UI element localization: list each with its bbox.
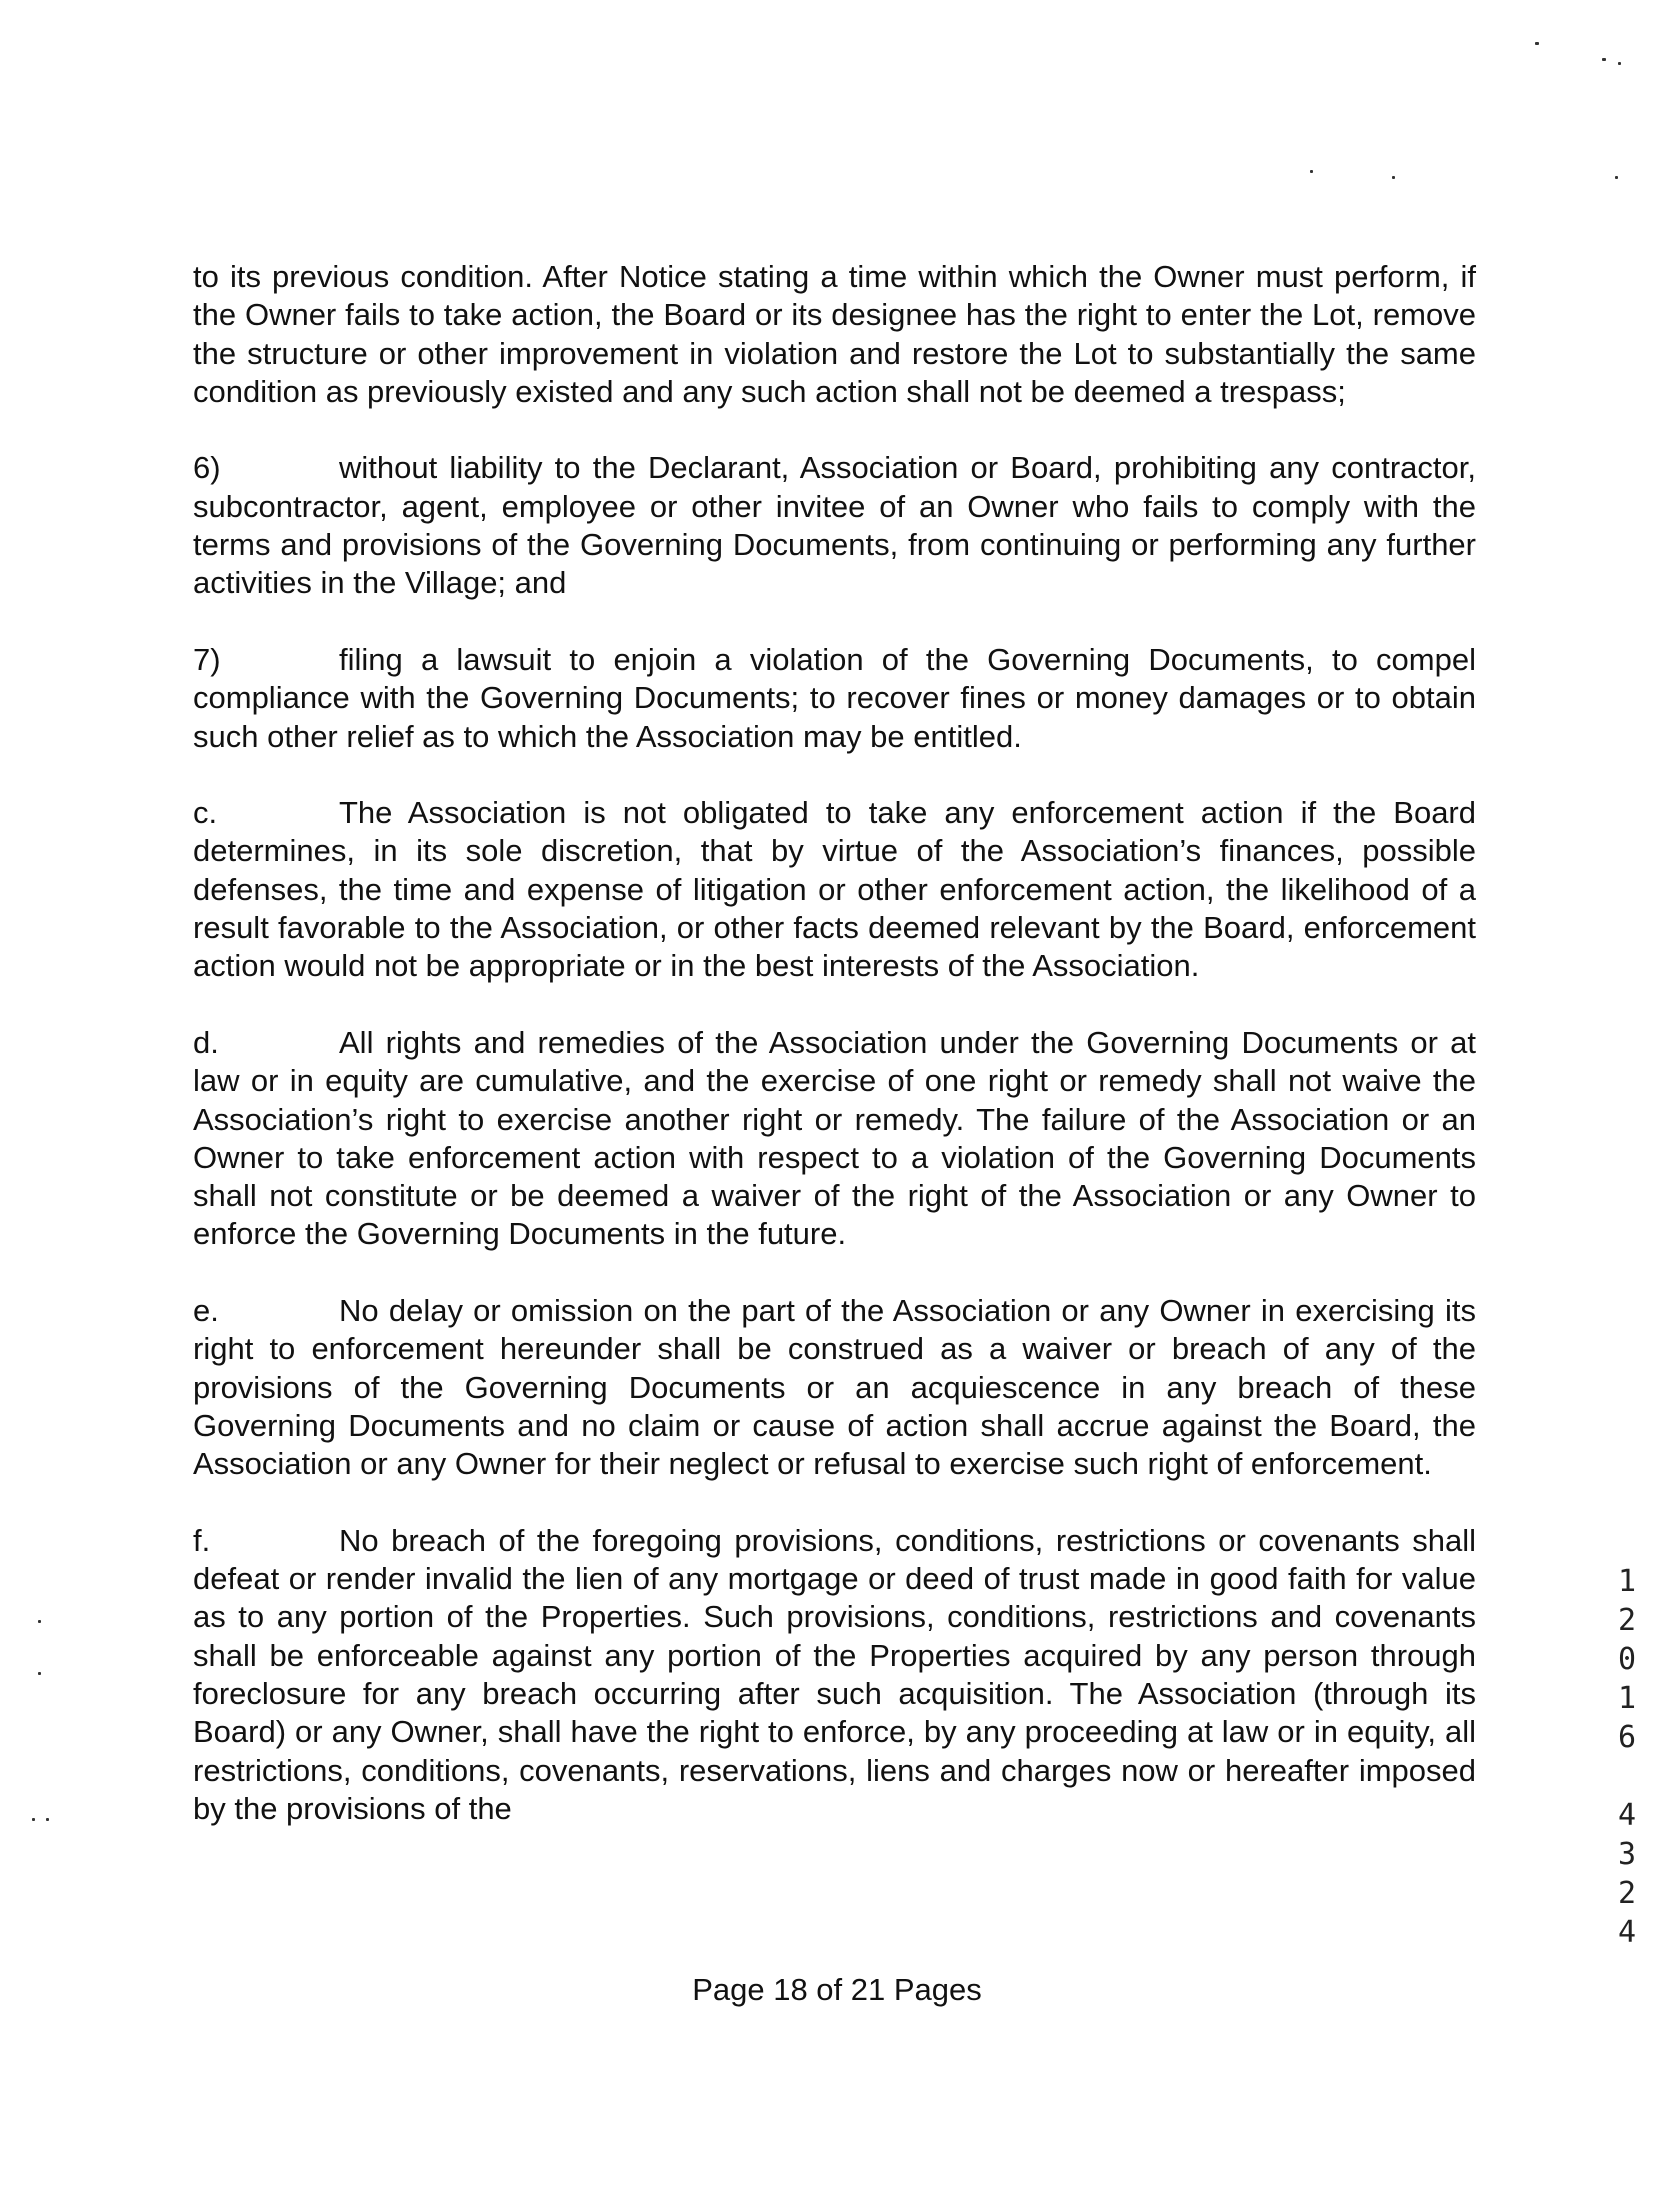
paragraph-text: without liability to the Declarant, Association or Board, prohibiting any contractor, subcontractor, agent, employee or other invitee of an Owner who fails to comply with the terms and provisions of the Governing Documents, from continuing or performing any further activities in the Village; and bbox=[193, 450, 1476, 601]
stamp-digit: 1 bbox=[1617, 1564, 1637, 1599]
stamp-digit: 2 bbox=[1617, 1603, 1637, 1638]
scan-speck bbox=[32, 1818, 35, 1821]
stamp-digit: 4 bbox=[1617, 1798, 1637, 1833]
scan-speck bbox=[46, 1818, 49, 1821]
stamp-digit: 6 bbox=[1617, 1720, 1637, 1755]
paragraph-d bbox=[193, 1024, 1476, 1254]
paragraph-marker: d. bbox=[193, 1024, 219, 1060]
scan-speck bbox=[38, 1620, 41, 1623]
document-body bbox=[193, 258, 1476, 1866]
paragraph-marker: e. bbox=[193, 1293, 219, 1329]
paragraph-marker: 6) bbox=[193, 450, 221, 486]
paragraph-text: The Association is not obligated to take any enforcement action if the Board determines, in its sole discretion, that by virtue of the Association’s finances, possible defenses, the time and expense of litigation or other enforcement action, the likelihood of a result favorable to the Association, or other facts deemed relevant by the Board, enforcement action would not be appropriate or in the best interests of the Association. bbox=[193, 795, 1476, 984]
paragraph-6 bbox=[193, 449, 1476, 602]
stamp-digit: 0 bbox=[1617, 1642, 1637, 1677]
scan-speck bbox=[38, 1672, 41, 1675]
scan-speck bbox=[1392, 176, 1395, 179]
paragraph-marker: 7) bbox=[193, 641, 221, 677]
recording-number-stamp bbox=[1612, 1562, 1642, 1952]
paragraph-e bbox=[193, 1292, 1476, 1483]
paragraph-7 bbox=[193, 641, 1476, 756]
paragraph-text: filing a lawsuit to enjoin a violation of the Governing Documents, to compel compliance with the Governing Documents; to recover fines or money damages or to obtain such other relief as to which the Association may be entitled. bbox=[193, 641, 1476, 754]
paragraph-c bbox=[193, 794, 1476, 985]
scan-speck bbox=[1602, 58, 1606, 61]
stamp-digit: 2 bbox=[1617, 1876, 1637, 1911]
paragraph-text: No breach of the foregoing provisions, conditions, restrictions or covenants shall defeat or render invalid the lien of any mortgage or deed of trust made in good faith for value as to any portion of the Properties. Such provisions, conditions, restrictions and covenants shall be enforceable against any portion of the Properties acquired by any person through foreclosure for any breach occurring after such acquisition. The Association (through its Board) or any Owner, shall have the right to enforce, by any proceeding at law or in equity, all restrictions, conditions, covenants, reservations, liens and charges now or hereafter imposed by the provisions of the bbox=[193, 1522, 1476, 1826]
paragraph-marker: f. bbox=[193, 1522, 211, 1558]
paragraph-text: No delay or omission on the part of the Association or any Owner in exercising its right to enforcement hereunder shall be construed as a waiver or breach of any of the provisions of the Governing Documents or an acquiescence in any breach of these Governing Documents and no claim or cause of action shall accrue against the Board, the Association or any Owner for their neglect or refusal to exercise such right of enforcement. bbox=[193, 1293, 1476, 1482]
paragraph-marker: c. bbox=[193, 795, 218, 831]
paragraph-f bbox=[193, 1522, 1476, 1828]
scan-speck bbox=[1535, 42, 1539, 45]
scan-speck bbox=[1615, 176, 1618, 179]
stamp-gap bbox=[1612, 1757, 1642, 1796]
stamp-digit: 3 bbox=[1617, 1837, 1637, 1872]
scan-speck bbox=[1618, 62, 1621, 65]
paragraph-continuation bbox=[193, 258, 1476, 411]
stamp-digit: 1 bbox=[1617, 1681, 1637, 1716]
scan-speck bbox=[1310, 170, 1313, 173]
stamp-digit: 4 bbox=[1617, 1915, 1637, 1950]
paragraph-text: All rights and remedies of the Association under the Governing Documents or at law or in equity are cumulative, and the exercise of one right or remedy shall not waive the Association’s right to exercise another right or remedy. The failure of the Association or an Owner to take enforcement action with respect to a violation of the Governing Documents shall not constitute or be deemed a waiver of the right of the Association or any Owner to enforce the Governing Documents in the future. bbox=[193, 1024, 1476, 1252]
page-footer: Page 18 of 21 Pages bbox=[692, 1972, 982, 2007]
paragraph-text: to its previous condition. After Notice stating a time within which the Owner must perform, if the Owner fails to take action, the Board or its designee has the right to enter the Lot, remove the structure or other improvement in violation and restore the Lot to substantially the same condition as previously existed and any such action shall not be deemed a trespass; bbox=[193, 259, 1476, 409]
